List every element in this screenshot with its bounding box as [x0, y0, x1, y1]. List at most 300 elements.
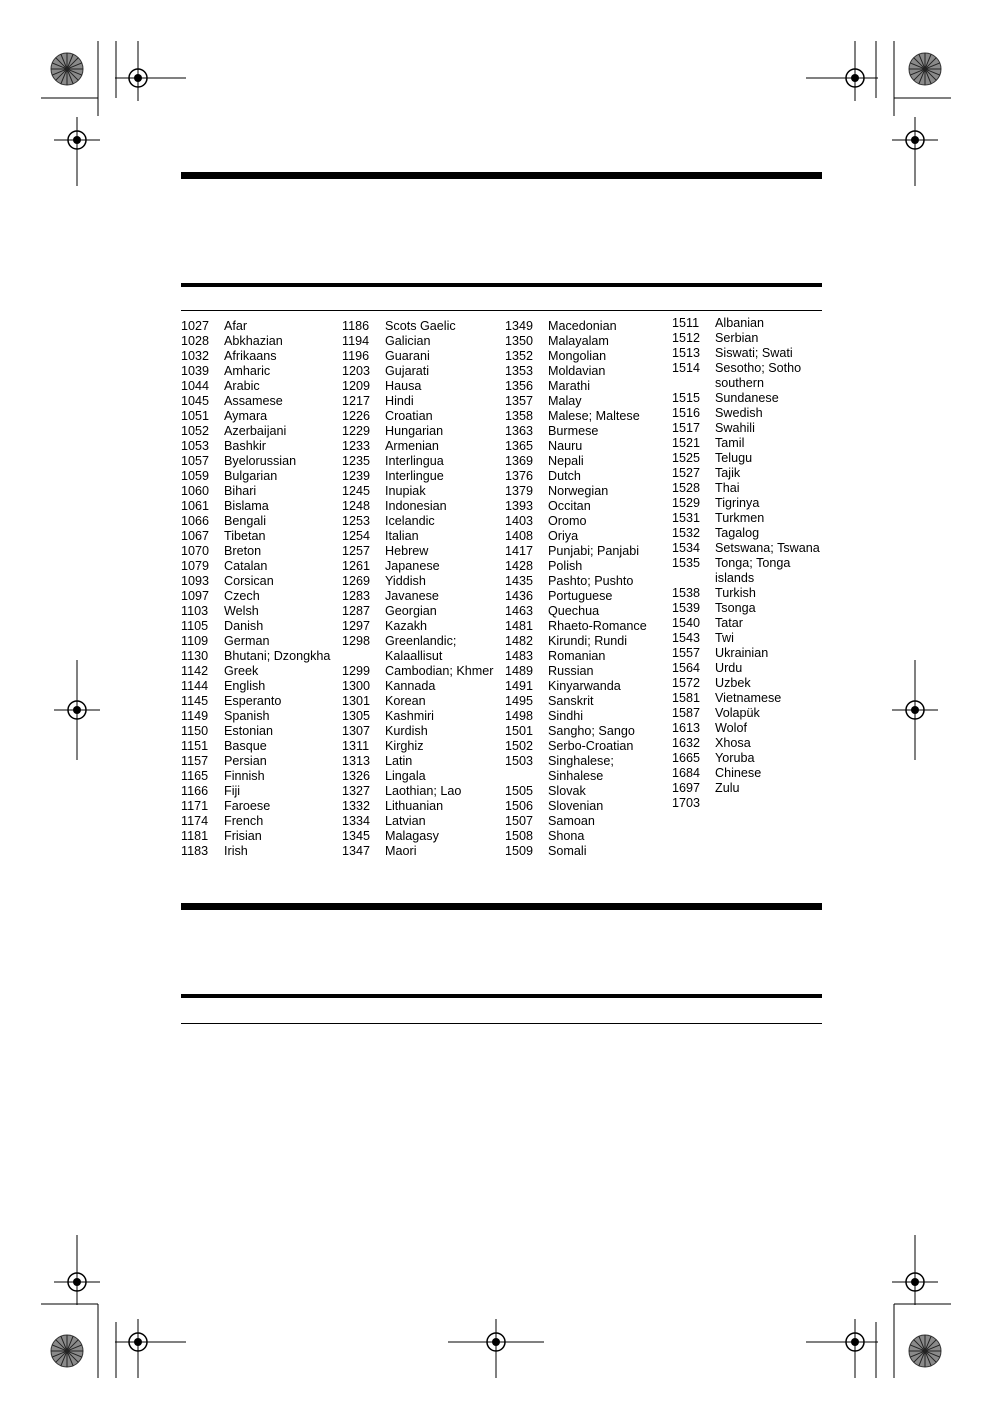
language-code: 1157: [181, 754, 209, 768]
language-code: 1363: [505, 424, 534, 438]
language-code: 1261: [342, 559, 371, 573]
registration-star-icon: [909, 53, 941, 85]
table-row: [505, 409, 670, 424]
language-code: 1517: [672, 421, 701, 435]
language-name: Rhaeto-Romance: [548, 619, 647, 633]
language-name: Indonesian: [385, 499, 447, 513]
language-name: Norwegian: [548, 484, 609, 498]
language-code: 1379: [505, 484, 534, 498]
language-code: 1186: [342, 319, 370, 333]
table-row: [342, 664, 502, 679]
table-row: [672, 511, 822, 526]
language-code: 1217: [342, 394, 371, 408]
language-name: Japanese: [385, 559, 440, 573]
language-name: Wolof: [715, 721, 747, 735]
language-name: Breton: [224, 544, 262, 558]
language-name: Korean: [385, 694, 426, 708]
table-row: [181, 559, 341, 574]
language-name: Burmese: [548, 424, 599, 438]
table-row: [342, 784, 502, 799]
language-code: 1501: [505, 724, 534, 738]
table-row: [672, 766, 822, 781]
table-row: [505, 574, 670, 589]
language-name: Bhutani; Dzongkha: [224, 649, 331, 663]
language-code: 1057: [181, 454, 210, 468]
language-code: 1482: [505, 634, 534, 648]
table-row: [672, 481, 822, 496]
table-row: [181, 424, 341, 439]
language-name: Georgian: [385, 604, 437, 618]
registration-target-icon: [54, 687, 100, 733]
language-code: 1463: [505, 604, 534, 618]
table-row: [672, 466, 822, 481]
table-row: [672, 526, 822, 541]
language-name: Uzbek: [715, 676, 751, 690]
language-name: Kurdish: [385, 724, 428, 738]
table-row: [672, 361, 822, 391]
table-row: [672, 721, 822, 736]
registration-target-icon: [892, 687, 938, 733]
language-code: 1491: [505, 679, 534, 693]
language-code: 1358: [505, 409, 534, 423]
table-row: [505, 799, 670, 814]
table-row: [342, 484, 502, 499]
table-row: [672, 661, 822, 676]
table-row: [505, 709, 670, 724]
section-top-rule: [181, 172, 822, 179]
language-code: 1299: [342, 664, 371, 678]
table-row: [181, 409, 341, 424]
table-row: [505, 589, 670, 604]
language-name: Setswana; Tswana: [715, 541, 820, 555]
language-code: 1525: [672, 451, 701, 465]
table-row: [181, 514, 341, 529]
table-row: [505, 829, 670, 844]
language-code: 1581: [672, 691, 701, 705]
language-code: 1665: [672, 751, 701, 765]
language-name: Kannada: [385, 679, 436, 693]
language-name: Estonian: [224, 724, 274, 738]
table-row: [672, 436, 822, 451]
table-row: [505, 724, 670, 739]
language-code: 1613: [672, 721, 701, 735]
language-code: 1508: [505, 829, 534, 843]
language-code: 1027: [181, 319, 210, 333]
language-name: Sesotho; Sotho southern: [715, 361, 802, 390]
table-row: [505, 529, 670, 544]
language-code: 1171: [181, 799, 209, 813]
language-name: German: [224, 634, 270, 648]
language-code: 1403: [505, 514, 534, 528]
language-code: 1307: [342, 724, 371, 738]
language-name: Esperanto: [224, 694, 282, 708]
language-name: Kirundi; Rundi: [548, 634, 628, 648]
language-code: 1239: [342, 469, 371, 483]
table-row: [181, 649, 341, 664]
language-code: 1245: [342, 484, 371, 498]
table-row: [672, 646, 822, 661]
table-row: [505, 814, 670, 829]
table-row: [342, 844, 502, 859]
language-code: 1540: [672, 616, 701, 630]
language-name: Kirghiz: [385, 739, 424, 753]
table-row: [181, 574, 341, 589]
table-row: [181, 829, 341, 844]
language-name: Hebrew: [385, 544, 429, 558]
language-code: 1311: [342, 739, 370, 753]
language-code: 1326: [342, 769, 371, 783]
registration-star-icon: [51, 53, 83, 85]
table-row: [672, 496, 822, 511]
language-name: Zulu: [715, 781, 740, 795]
table-row: [181, 319, 341, 334]
language-name: Afrikaans: [224, 349, 277, 363]
table-row: [342, 694, 502, 709]
language-name: Singhalese; Sinhalese: [548, 754, 614, 783]
language-name: Swahili: [715, 421, 755, 435]
table-row: [181, 634, 341, 649]
language-code: 1632: [672, 736, 701, 750]
language-code: 1543: [672, 631, 701, 645]
language-code: 1357: [505, 394, 534, 408]
language-name: Kazakh: [385, 619, 428, 633]
table-row: [505, 364, 670, 379]
language-code: 1067: [181, 529, 210, 543]
language-code: 1130: [181, 649, 209, 663]
language-name: Yoruba: [715, 751, 755, 765]
registration-target-icon: [832, 55, 878, 101]
language-name: Tamil: [715, 436, 745, 450]
registration-target-icon: [892, 117, 938, 163]
language-name: Latvian: [385, 814, 426, 828]
language-code: 1436: [505, 589, 534, 603]
table-row: [505, 499, 670, 514]
language-name: Cambodian; Khmer: [385, 664, 494, 678]
language-name: Slovak: [548, 784, 586, 798]
language-name: Volapük: [715, 706, 760, 720]
language-name: Danish: [224, 619, 264, 633]
language-code: 1505: [505, 784, 534, 798]
table-row: [505, 349, 670, 364]
language-code: 1287: [342, 604, 371, 618]
table-row: [181, 619, 341, 634]
table-row: [672, 676, 822, 691]
language-code: 1481: [505, 619, 534, 633]
language-name: Tajik: [715, 466, 741, 480]
language-code: 1511: [672, 316, 700, 330]
table-row: [672, 556, 822, 586]
table-header-rule: [181, 1023, 822, 1024]
language-name: Corsican: [224, 574, 274, 588]
language-name: Sindhi: [548, 709, 584, 723]
table-row: [505, 754, 670, 784]
table-row: [672, 331, 822, 346]
table-row: [181, 694, 341, 709]
language-name: Byelorussian: [224, 454, 297, 468]
language-code: 1502: [505, 739, 534, 753]
table-row: [342, 604, 502, 619]
table-header-rule: [181, 310, 822, 311]
language-code: 1428: [505, 559, 534, 573]
table-row: [181, 469, 341, 484]
language-code: 1534: [672, 541, 701, 555]
table-row: [342, 334, 502, 349]
language-code: 1408: [505, 529, 534, 543]
table-row: [181, 604, 341, 619]
language-code: 1703: [672, 796, 701, 810]
table-row: [505, 514, 670, 529]
language-name: Tsonga: [715, 601, 756, 615]
table-row: [342, 394, 502, 409]
language-code: 1515: [672, 391, 701, 405]
table-row: [342, 499, 502, 514]
table-row: [505, 694, 670, 709]
language-name: Chinese: [715, 766, 762, 780]
table-row: [672, 346, 822, 361]
language-name: Quechua: [548, 604, 600, 618]
table-row: [342, 739, 502, 754]
language-code: 1097: [181, 589, 210, 603]
language-code: 1254: [342, 529, 371, 543]
language-code: 1235: [342, 454, 371, 468]
language-code: 1532: [672, 526, 701, 540]
language-name: Bengali: [224, 514, 267, 528]
language-name: Tigrinya: [715, 496, 760, 510]
language-code: 1032: [181, 349, 210, 363]
registration-star-icon: [909, 1335, 941, 1367]
language-code: 1142: [181, 664, 209, 678]
table-row: [342, 514, 502, 529]
language-code: 1203: [342, 364, 371, 378]
table-row: [342, 814, 502, 829]
language-name: Macedonian: [548, 319, 617, 333]
table-row: [505, 454, 670, 469]
language-name: Serbian: [715, 331, 759, 345]
language-code: 1697: [672, 781, 701, 795]
language-code: 1248: [342, 499, 371, 513]
table-row: [342, 559, 502, 574]
language-name: Greek: [224, 664, 259, 678]
language-name: Occitan: [548, 499, 591, 513]
table-row: [672, 451, 822, 466]
table-row: [505, 844, 670, 859]
language-code: 1365: [505, 439, 534, 453]
language-name: Punjabi; Panjabi: [548, 544, 640, 558]
language-code: 1529: [672, 496, 701, 510]
language-name: Icelandic: [385, 514, 435, 528]
language-code: 1349: [505, 319, 534, 333]
table-row: [505, 484, 670, 499]
language-code: 1028: [181, 334, 210, 348]
table-row: [181, 739, 341, 754]
table-column-3: [505, 319, 670, 859]
table-row: [505, 424, 670, 439]
table-row: [181, 664, 341, 679]
table-column-4: [672, 316, 822, 811]
language-name: Sundanese: [715, 391, 779, 405]
registration-target-icon: [54, 117, 100, 163]
language-code: 1109: [181, 634, 209, 648]
language-code: 1506: [505, 799, 534, 813]
language-name: Afar: [224, 319, 248, 333]
language-code: 1516: [672, 406, 701, 420]
language-code: 1512: [672, 331, 701, 345]
language-name: Welsh: [224, 604, 259, 618]
language-name: Yiddish: [385, 574, 426, 588]
table-row: [181, 589, 341, 604]
table-row: [181, 544, 341, 559]
language-code: 1300: [342, 679, 371, 693]
language-code: 1376: [505, 469, 534, 483]
language-code: 1052: [181, 424, 210, 438]
language-name: Amharic: [224, 364, 271, 378]
language-name: Serbo-Croatian: [548, 739, 634, 753]
language-code: 1489: [505, 664, 534, 678]
table-row: [342, 364, 502, 379]
table-row: [672, 601, 822, 616]
language-name: Azerbaijani: [224, 424, 287, 438]
language-name: Sangho; Sango: [548, 724, 635, 738]
table-row: [672, 706, 822, 721]
table-row: [342, 439, 502, 454]
language-code: 1684: [672, 766, 701, 780]
language-name: Persian: [224, 754, 267, 768]
language-code: 1587: [672, 706, 701, 720]
language-name: Tibetan: [224, 529, 266, 543]
table-row: [672, 391, 822, 406]
table-row: [505, 649, 670, 664]
language-code: 1151: [181, 739, 209, 753]
registration-target-icon: [832, 1319, 878, 1365]
table-row: [672, 586, 822, 601]
language-name: Oriya: [548, 529, 579, 543]
table-row: [181, 484, 341, 499]
language-code: 1181: [181, 829, 209, 843]
table-row: [342, 709, 502, 724]
language-code: 1174: [181, 814, 209, 828]
language-code: 1297: [342, 619, 371, 633]
table-row: [505, 544, 670, 559]
language-code: 1535: [672, 556, 701, 570]
language-code: 1507: [505, 814, 534, 828]
table-row: [181, 394, 341, 409]
language-code: 1539: [672, 601, 701, 615]
language-code: 1483: [505, 649, 534, 663]
language-name: Mongolian: [548, 349, 607, 363]
table-row: [505, 334, 670, 349]
section-heading-rule: [181, 283, 822, 287]
table-row: [181, 709, 341, 724]
table-row: [672, 406, 822, 421]
table-row: [505, 604, 670, 619]
language-name: Spanish: [224, 709, 270, 723]
language-name: Gujarati: [385, 364, 430, 378]
language-code: 1327: [342, 784, 371, 798]
language-code: 1345: [342, 829, 371, 843]
table-row: [342, 454, 502, 469]
language-code: 1435: [505, 574, 534, 588]
language-name: Galician: [385, 334, 431, 348]
table-row: [342, 379, 502, 394]
language-name: Abkhazian: [224, 334, 283, 348]
table-row: [505, 634, 670, 649]
language-code: 1334: [342, 814, 371, 828]
language-code: 1044: [181, 379, 210, 393]
table-row: [181, 814, 341, 829]
language-name: Interlingua: [385, 454, 444, 468]
language-name: Scots Gaelic: [385, 319, 456, 333]
language-code: 1045: [181, 394, 210, 408]
language-code: 1149: [181, 709, 209, 723]
table-row: [672, 691, 822, 706]
language-name: Greenlandic; Kalaallisut: [385, 634, 457, 663]
table-row: [672, 736, 822, 751]
table-row: [672, 781, 822, 796]
table-row: [342, 754, 502, 769]
language-code: 1105: [181, 619, 209, 633]
language-name: Assamese: [224, 394, 283, 408]
table-column-1: [181, 319, 341, 859]
table-row: [672, 751, 822, 766]
language-code: 1305: [342, 709, 371, 723]
language-code: 1513: [672, 346, 701, 360]
language-code: 1229: [342, 424, 371, 438]
language-name: Telugu: [715, 451, 753, 465]
language-name: Sanskrit: [548, 694, 594, 708]
table-row: [342, 679, 502, 694]
table-row: [342, 409, 502, 424]
table-row: [181, 349, 341, 364]
language-code: 1145: [181, 694, 209, 708]
language-name: English: [224, 679, 266, 693]
language-code: 1150: [181, 724, 209, 738]
language-name: Fiji: [224, 784, 241, 798]
language-code: 1352: [505, 349, 534, 363]
language-code: 1393: [505, 499, 534, 513]
table-row: [342, 799, 502, 814]
language-name: Guarani: [385, 349, 430, 363]
section-divider-rule: [181, 903, 822, 910]
language-name: Slovenian: [548, 799, 604, 813]
language-name: Xhosa: [715, 736, 751, 750]
language-code: 1194: [342, 334, 370, 348]
language-code: 1347: [342, 844, 371, 858]
language-name: Tatar: [715, 616, 743, 630]
language-name: Tagalog: [715, 526, 760, 540]
table-row: [505, 379, 670, 394]
table-row: [181, 364, 341, 379]
table-row: [181, 769, 341, 784]
language-name: Pashto; Pushto: [548, 574, 634, 588]
language-code: 1356: [505, 379, 534, 393]
language-name: Malay: [548, 394, 582, 408]
table-row: [181, 679, 341, 694]
language-code: 1557: [672, 646, 701, 660]
language-code: 1183: [181, 844, 209, 858]
language-code: 1369: [505, 454, 534, 468]
language-name: French: [224, 814, 264, 828]
language-name: Hindi: [385, 394, 414, 408]
language-name: Marathi: [548, 379, 590, 393]
language-name: Portuguese: [548, 589, 613, 603]
language-name: Bislama: [224, 499, 269, 513]
language-name: Thai: [715, 481, 740, 495]
table-row: [181, 439, 341, 454]
language-code: 1053: [181, 439, 210, 453]
language-name: Bashkir: [224, 439, 266, 453]
table-row: [505, 439, 670, 454]
table-row: [181, 784, 341, 799]
